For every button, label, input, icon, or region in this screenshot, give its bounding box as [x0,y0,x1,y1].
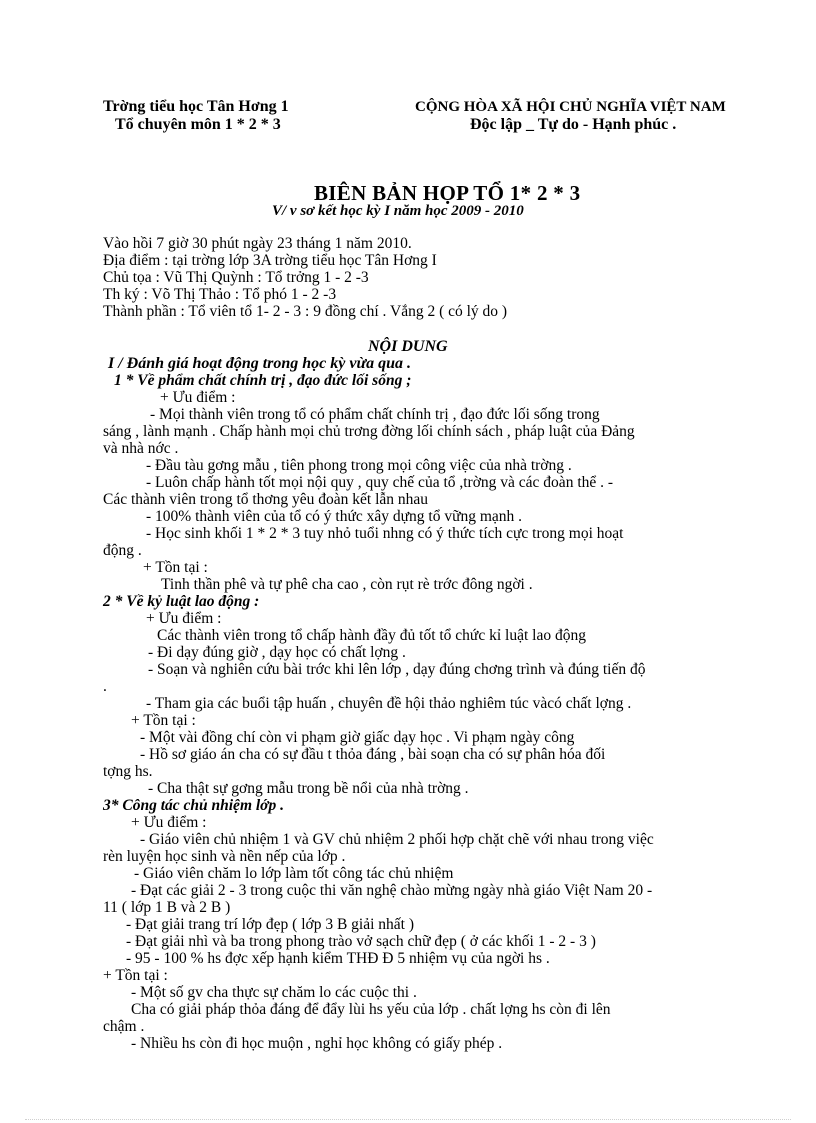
body-line: Cha có giải pháp thỏa đáng để đẩy lùi hs yếu của lớp . chất lợng hs còn đi lên [131,1001,611,1018]
body-line: - 100% thành viên của tổ có ý thức xây dựng tổ vững mạnh . [146,508,523,525]
body-line: + Ưu điểm : [131,814,207,831]
document-subtitle: V/ v sơ kết học kỳ I năm học 2009 - 2010 [272,203,524,219]
meta-location: Địa điểm : tại trờng lớp 3A trờng tiểu học Tân Hơng I [103,252,437,269]
body-line: + Tồn tại : [131,712,196,729]
body-line: - Đầu tàu gơng mẫu , tiên phong trong mọi công việc của nhà trờng . [146,457,572,474]
body-line: Các thành viên trong tổ thơng yêu đoàn kết lẫn nhau [103,491,429,508]
body-line: + Tồn tại : [143,559,208,576]
subsection-heading: 1 * Về phẩm chất chính trị , đạo đức lối sống ; [114,372,412,389]
section-heading: I / Đánh giá hoạt động trong học kỳ vừa qua . [108,355,411,372]
body-line: - Tham gia các buổi tập huấn , chuyên đề hội thảo nghiêm túc vàcó chất lợng . [146,695,632,712]
body-line: 11 ( lớp 1 B và 2 B ) [103,899,231,916]
body-line: chậm . [103,1018,145,1035]
body-line: - Soạn và nghiên cứu bài trớc khi lên lớp , dạy đúng chơng trình và đúng tiến độ [148,661,646,678]
meta-chair: Chủ tọa : Vũ Thị Quỳnh : Tổ trởng 1 - 2 -3 [103,269,369,286]
content-heading: NỘI DUNG [368,338,448,355]
republic-heading: CỘNG HÒA XÃ HỘI CHỦ NGHĨA VIỆT NAM [415,99,726,115]
meta-time: Vào hồi 7 giờ 30 phút ngày 23 tháng 1 năm 2010. [103,235,412,252]
body-line: - Mọi thành viên trong tổ có phẩm chất chính trị , đạo đức lối sống trong [150,406,600,423]
body-line: - Đạt các giải 2 - 3 trong cuộc thi văn nghệ chào mừng ngày nhà giáo Việt Nam 20 - [131,882,653,899]
body-line: + Ưu điểm : [146,610,222,627]
meta-participants: Thành phần : Tổ viên tổ 1- 2 - 3 : 9 đồng chí . Vắng 2 ( có lý do ) [103,303,508,320]
school-name: Trờng tiểu học Tân Hơng 1 [103,98,289,115]
page-bottom-border [25,1119,791,1120]
body-line: rèn luyện học sinh và nền nếp của lớp . [103,848,346,865]
body-line: - 95 - 100 % hs đợc xếp hạnh kiểm THĐ Đ 5 nhiệm vụ của ngời hs . [126,950,550,967]
body-line: - Học sinh khối 1 * 2 * 3 tuy nhỏ tuổi nhng có ý thức tích cực trong mọi hoạt [146,525,624,542]
body-line: Các thành viên trong tổ chấp hành đầy đủ tốt tổ chức kỉ luật lao động [157,627,586,644]
body-line: - Giáo viên chăm lo lớp làm tốt công tác chủ nhiệm [134,865,454,882]
motto: Độc lập _ Tự do - Hạnh phúc . [470,116,677,133]
body-line: động . [103,542,142,559]
body-line: - Đạt giải nhì và ba trong phong trào vở sạch chữ đẹp ( ở các khối 1 - 2 - 3 ) [126,933,596,950]
subsection-heading: 3* Công tác chủ nhiệm lớp . [103,797,284,814]
body-line: Tinh thần phê và tự phê cha cao , còn rụt rè trớc đông ngời . [161,576,533,593]
document-title: BIÊN BẢN HỌP TỔ 1* 2 * 3 [314,181,581,205]
body-line: - Giáo viên chủ nhiệm 1 và GV chủ nhiệm 2 phối hợp chặt chẽ với nhau trong việc [140,831,654,848]
body-line: + Tồn tại : [103,967,168,984]
body-line: . [103,678,107,695]
body-line: - Đi dạy đúng giờ , dạy học có chất lợng . [148,644,406,661]
body-line: tợng hs. [103,763,153,780]
body-line: + Ưu điểm : [160,389,236,406]
body-line: - Luôn chấp hành tốt mọi nội quy , quy chế của tổ ,trờng và các đoàn thể . - [146,474,614,491]
body-line: - Đạt giải trang trí lớp đẹp ( lớp 3 B giải nhất ) [126,916,415,933]
body-line: - Nhiều hs còn đi học muộn , nghỉ học không có giấy phép . [131,1035,503,1052]
body-line: sáng , lành mạnh . Chấp hành mọi chủ trơng đờng lối chính sách , pháp luật của Đảng [103,423,635,440]
meta-secretary: Th ký : Võ Thị Thảo : Tổ phó 1 - 2 -3 [103,286,337,303]
group-name: Tổ chuyên môn 1 * 2 * 3 [115,116,281,133]
subsection-heading: 2 * Về kỷ luật lao động : [103,593,260,610]
body-line: - Một vài đồng chí còn vi phạm giờ giấc dạy học . Vi phạm ngày công [140,729,575,746]
body-line: - Cha thật sự gơng mẫu trong bề nổi của nhà trờng . [148,780,469,797]
body-line: - Hồ sơ giáo án cha có sự đầu t thỏa đáng , bài soạn cha có sự phân hóa đối [140,746,606,763]
body-line: và nhà nớc . [103,440,179,457]
body-line: - Một số gv cha thực sự chăm lo các cuộc thi . [131,984,417,1001]
